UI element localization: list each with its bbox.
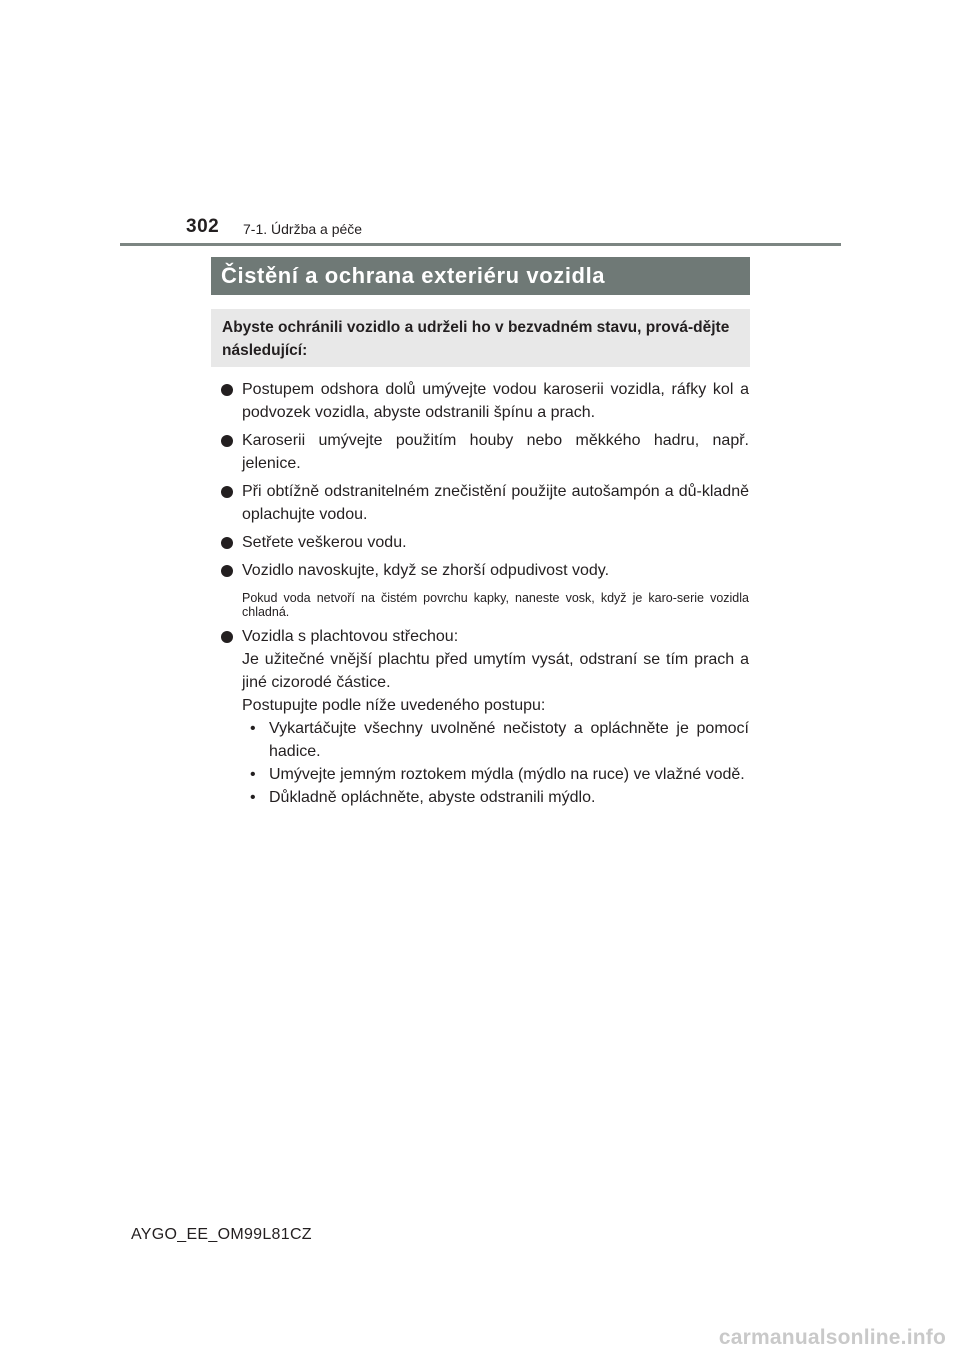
procedure-step: [250, 786, 749, 809]
sub-bullet-icon: •: [250, 720, 256, 737]
bullet-dot-icon: [221, 486, 233, 498]
page-number: 302: [186, 216, 220, 237]
wax-note: Pokud voda netvoří na čistém povrchu kapky, naneste vosk, když je karo-serie vozidla chladná.: [242, 591, 749, 619]
procedure-intro: Postupujte podle níže uvedeného postupu:: [242, 697, 546, 714]
bullet-dot-icon: [221, 384, 233, 396]
soft-top-heading: Vozidla s plachtovou střechou:: [242, 628, 459, 645]
header-rule: [120, 243, 841, 246]
bullet-text: Při obtížně odstranitelném znečistění použijte autošampón a dů-kladně oplachujte vodou.: [242, 483, 749, 523]
bullet-text: Karoserii umývejte použitím houby nebo měkkého hadru, např. jelenice.: [242, 432, 749, 472]
bullet-text: Setřete veškerou vodu.: [242, 534, 407, 551]
step-text: Umývejte jemným roztokem mýdla (mýdlo na ruce) ve vlažné vodě.: [269, 766, 745, 783]
procedure-step: [250, 717, 749, 763]
list-item: [221, 480, 749, 526]
bullet-dot-icon: [221, 435, 233, 447]
watermark: carmanualsonline.info: [718, 1326, 946, 1349]
list-item: [221, 378, 749, 424]
page-title: Čistění a ochrana exteriéru vozidla: [221, 263, 606, 288]
step-text: Vykartáčujte všechny uvolněné nečistoty a opláchněte je pomocí hadice.: [269, 720, 749, 760]
list-item: [221, 559, 749, 582]
section-label: 7-1. Údržba a péče: [243, 221, 363, 237]
bullet-dot-icon: [221, 537, 233, 549]
intro-text: Abyste ochránili vozidlo a udrželi ho v bezvadném stavu, prová-dějte následující:: [222, 319, 730, 359]
list-item: [221, 625, 749, 809]
title-bar: [211, 257, 750, 295]
bullet-text: Vozidlo navoskujte, když se zhorší odpudivost vody.: [242, 562, 610, 579]
footer-code: AYGO_EE_OM99L81CZ: [131, 1226, 312, 1243]
procedure-step: [250, 763, 749, 786]
soft-top-paragraph: Je užitečné vnější plachtu před umytím vysát, odstraní se tím prach a jiné cizorodé částice.: [242, 651, 749, 691]
content: [221, 378, 749, 814]
bullet-text: Postupem odshora dolů umývejte vodou karoserii vozidla, ráfky kol a podvozek vozidla, abyste odstranili špínu a prach.: [242, 381, 749, 421]
sub-bullet-icon: •: [250, 789, 256, 806]
intro-box: [211, 309, 750, 367]
bullet-dot-icon: [221, 631, 233, 643]
bullet-dot-icon: [221, 565, 233, 577]
step-text: Důkladně opláchněte, abyste odstranili mýdlo.: [269, 789, 596, 806]
list-item: [221, 429, 749, 475]
list-item: [221, 531, 749, 554]
procedure-steps: [242, 717, 749, 809]
sub-bullet-icon: •: [250, 766, 256, 783]
